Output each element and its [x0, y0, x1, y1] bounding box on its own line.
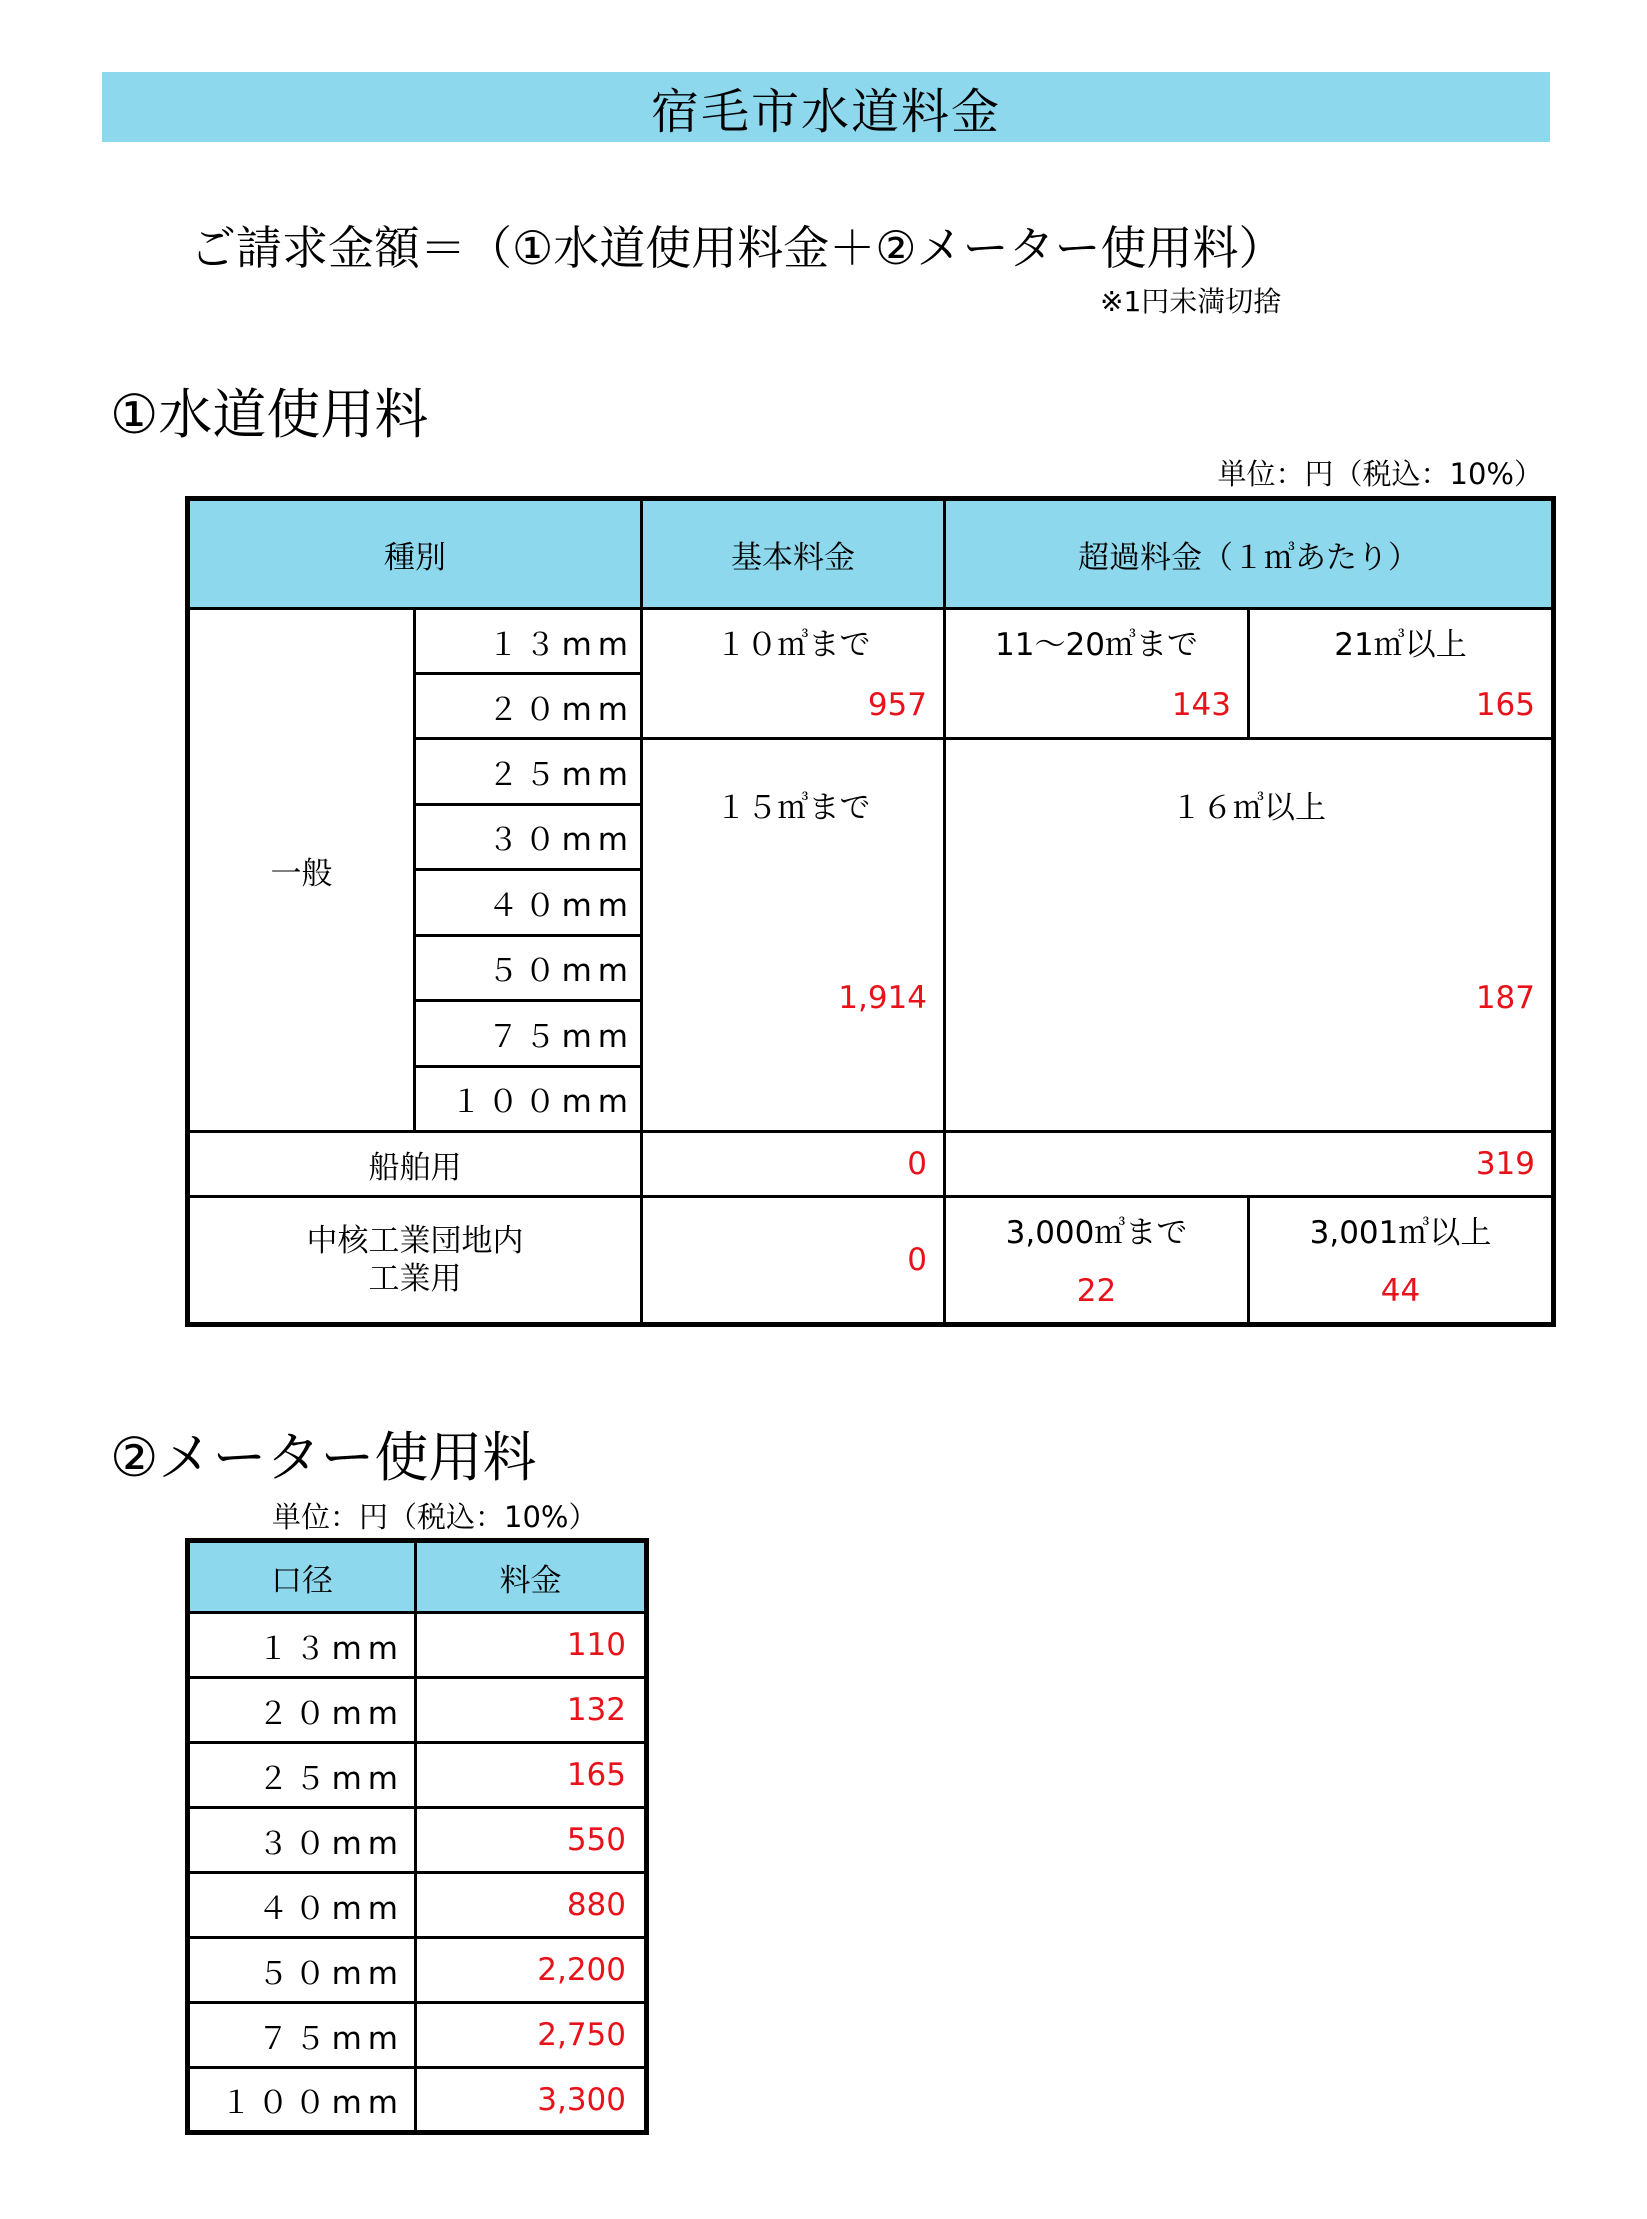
industrial-range2: 3,001㎥以上 — [1249, 1197, 1554, 1261]
meter-fee: 110 — [416, 1613, 647, 1678]
small-basic-fee: 957 — [642, 674, 945, 739]
rounding-note: ※1円未満切捨 — [1100, 285, 1282, 318]
ship-basic-fee: 0 — [642, 1132, 945, 1197]
size-50mm: ５０mm — [415, 935, 642, 1001]
meter-size: ４０mm — [188, 1873, 416, 1938]
ship-label: 船舶用 — [188, 1132, 642, 1197]
size-30mm: ３０mm — [415, 804, 642, 870]
meter-size: ２０mm — [188, 1678, 416, 1743]
small-excess2-range: 21㎥以上 — [1249, 609, 1554, 674]
industrial-rate2: 44 — [1249, 1261, 1554, 1325]
meter-fee: 550 — [416, 1808, 647, 1873]
industrial-rate1: 22 — [945, 1261, 1249, 1325]
small-excess1-fee: 143 — [945, 674, 1249, 739]
size-25mm: ２５mm — [415, 739, 642, 805]
size-100mm: １００mm — [415, 1066, 642, 1132]
large-excess-cell — [945, 739, 1554, 1132]
meter-header-fee: 料金 — [416, 1541, 647, 1613]
industrial-basic-fee: 0 — [642, 1197, 945, 1325]
size-13mm: １３mm — [415, 609, 642, 674]
header-type: 種別 — [188, 499, 642, 609]
industrial-label-line2: 工業用 — [368, 1261, 462, 1297]
meter-size: ３０mm — [188, 1808, 416, 1873]
small-excess2-fee: 165 — [1249, 674, 1554, 739]
meter-size: ５０mm — [188, 1938, 416, 2003]
small-excess1-range: 11～20㎥まで — [945, 609, 1249, 674]
billing-formula: ご請求金額＝（①水道使用料金＋②メーター使用料） — [190, 221, 1285, 275]
general-label: 一般 — [188, 609, 415, 1132]
page-title: 宿毛市水道料金 — [102, 72, 1550, 142]
water-rate-table — [185, 496, 1556, 1327]
meter-fee: 3,300 — [416, 2068, 647, 2133]
meter-fee: 165 — [416, 1743, 647, 1808]
industrial-label — [188, 1197, 642, 1325]
large-basic-fee: 1,914 — [838, 980, 927, 1016]
ship-excess-fee: 319 — [945, 1132, 1554, 1197]
size-20mm: ２０mm — [415, 674, 642, 739]
meter-usage-heading: ②メーター使用料 — [110, 1426, 537, 1489]
industrial-range1: 3,000㎥まで — [945, 1197, 1249, 1261]
size-75mm: ７５mm — [415, 1001, 642, 1067]
meter-size: ７５mm — [188, 2003, 416, 2068]
meter-fee: 880 — [416, 1873, 647, 1938]
size-40mm: ４０mm — [415, 870, 642, 936]
meter-fee: 2,200 — [416, 1938, 647, 2003]
water-unit-note: 単位：円（税込：10%） — [1217, 457, 1543, 491]
large-excess-fee: 187 — [1475, 980, 1535, 1016]
meter-size: ２５mm — [188, 1743, 416, 1808]
large-basic-cell — [642, 739, 945, 1132]
meter-size: １００mm — [188, 2068, 416, 2133]
large-excess-range: １６㎥以上 — [1171, 790, 1326, 826]
meter-fee-table — [185, 1538, 649, 2135]
water-usage-heading: ①水道使用料 — [110, 383, 429, 446]
meter-unit-note: 単位：円（税込：10%） — [272, 1500, 598, 1534]
meter-size: １３mm — [188, 1613, 416, 1678]
small-basic-range: １０㎥まで — [642, 609, 945, 674]
industrial-label-line1: 中核工業団地内 — [306, 1223, 524, 1259]
header-basic: 基本料金 — [642, 499, 945, 609]
header-excess: 超過料金（１㎥あたり） — [945, 499, 1554, 609]
meter-header-size: 口径 — [188, 1541, 416, 1613]
large-basic-range: １５㎥まで — [715, 790, 871, 826]
meter-fee: 2,750 — [416, 2003, 647, 2068]
meter-fee: 132 — [416, 1678, 647, 1743]
